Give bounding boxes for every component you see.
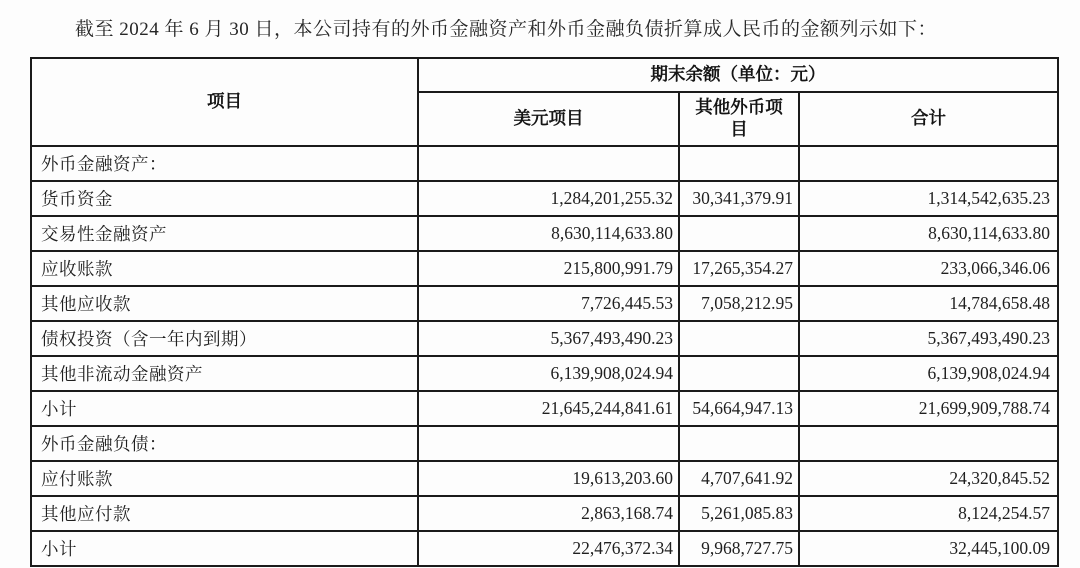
table-row	[31, 216, 1058, 251]
table-row	[31, 426, 1058, 461]
usd-amount-cell	[418, 426, 679, 461]
usd-amount-cell: 2,863,168.74	[418, 496, 679, 531]
other-currency-amount-cell: 5,261,085.83	[679, 496, 799, 531]
table-row	[31, 251, 1058, 286]
other-currency-amount-cell: 4,707,641.92	[679, 461, 799, 496]
header-usd-items: 美元项目	[418, 92, 679, 146]
row-item-label: 其他应收款	[31, 286, 418, 321]
table-row	[31, 146, 1058, 181]
usd-amount-cell: 19,613,203.60	[418, 461, 679, 496]
row-item-label: 交易性金融资产	[31, 216, 418, 251]
row-item-label: 小计	[31, 391, 418, 426]
table-body	[31, 146, 1058, 566]
usd-amount-cell: 5,367,493,490.23	[418, 321, 679, 356]
header-total: 合计	[799, 92, 1058, 146]
total-amount-cell: 6,139,908,024.94	[799, 356, 1058, 391]
table-row	[31, 181, 1058, 216]
other-currency-amount-cell	[679, 321, 799, 356]
table-row	[31, 496, 1058, 531]
total-amount-cell: 8,630,114,633.80	[799, 216, 1058, 251]
other-currency-amount-cell	[679, 216, 799, 251]
total-amount-cell: 24,320,845.52	[799, 461, 1058, 496]
header-row-group	[31, 58, 1058, 92]
other-currency-amount-cell	[679, 146, 799, 181]
other-currency-amount-cell	[679, 356, 799, 391]
header-other-currency-items: 其他外币项目	[679, 92, 799, 146]
total-amount-cell: 8,124,254.57	[799, 496, 1058, 531]
total-amount-cell: 32,445,100.09	[799, 531, 1058, 566]
total-amount-cell: 233,066,346.06	[799, 251, 1058, 286]
other-currency-amount-cell: 30,341,379.91	[679, 181, 799, 216]
usd-amount-cell: 7,726,445.53	[418, 286, 679, 321]
row-item-label: 小计	[31, 531, 418, 566]
table-header	[31, 58, 1058, 146]
other-currency-amount-cell: 17,265,354.27	[679, 251, 799, 286]
row-item-label: 货币资金	[31, 181, 418, 216]
table-row	[31, 461, 1058, 496]
table-row	[31, 356, 1058, 391]
usd-amount-cell: 1,284,201,255.32	[418, 181, 679, 216]
intro-text: 截至 2024 年 6 月 30 日，本公司持有的外币金融资产和外币金融负债折算成人民币的金额列示如下：	[75, 19, 938, 40]
usd-amount-cell: 215,800,991.79	[418, 251, 679, 286]
other-currency-amount-cell	[679, 426, 799, 461]
table-row	[31, 286, 1058, 321]
table-row	[31, 391, 1058, 426]
usd-amount-cell: 22,476,372.34	[418, 531, 679, 566]
row-item-label: 其他应付款	[31, 496, 418, 531]
other-currency-amount-cell: 54,664,947.13	[679, 391, 799, 426]
header-period-end-balance: 期末余额（单位：元）	[418, 58, 1058, 92]
table-row	[31, 321, 1058, 356]
usd-amount-cell	[418, 146, 679, 181]
usd-amount-cell: 8,630,114,633.80	[418, 216, 679, 251]
usd-amount-cell: 21,645,244,841.61	[418, 391, 679, 426]
header-item-column: 项目	[31, 58, 418, 146]
row-item-label: 其他非流动金融资产	[31, 356, 418, 391]
total-amount-cell: 14,784,658.48	[799, 286, 1058, 321]
row-item-label: 外币金融资产：	[31, 146, 418, 181]
row-item-label: 应付账款	[31, 461, 418, 496]
table-row	[31, 531, 1058, 566]
total-amount-cell: 5,367,493,490.23	[799, 321, 1058, 356]
other-currency-amount-cell: 9,968,727.75	[679, 531, 799, 566]
total-amount-cell	[799, 426, 1058, 461]
row-item-label: 债权投资（含一年内到期）	[31, 321, 418, 356]
row-item-label: 外币金融负债：	[31, 426, 418, 461]
total-amount-cell	[799, 146, 1058, 181]
other-currency-amount-cell: 7,058,212.95	[679, 286, 799, 321]
total-amount-cell: 21,699,909,788.74	[799, 391, 1058, 426]
usd-amount-cell: 6,139,908,024.94	[418, 356, 679, 391]
row-item-label: 应收账款	[31, 251, 418, 286]
total-amount-cell: 1,314,542,635.23	[799, 181, 1058, 216]
fx-balance-table	[30, 57, 1059, 567]
